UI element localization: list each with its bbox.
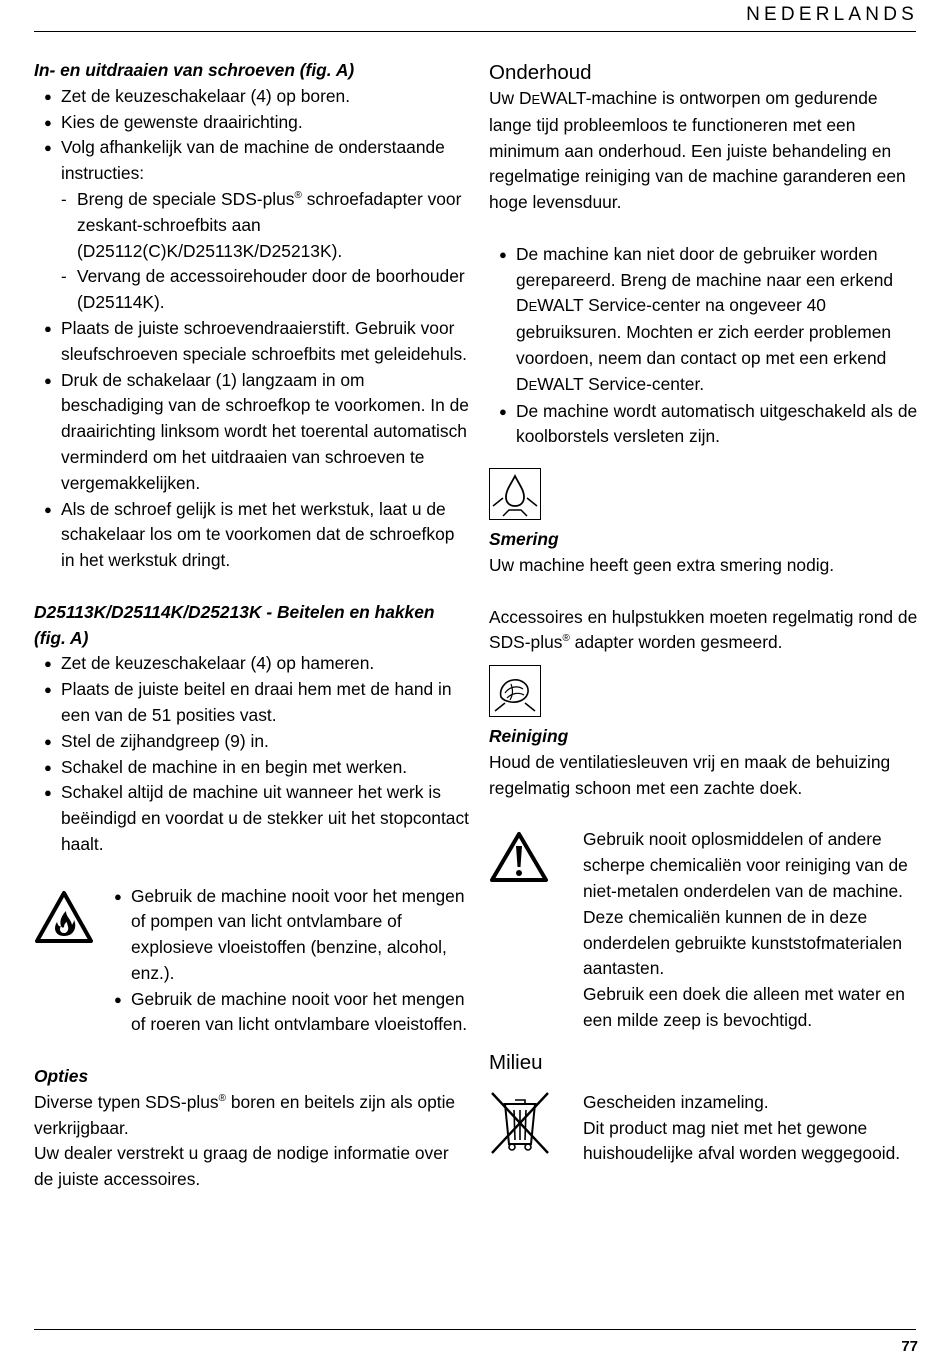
list-item: ● Als de schroef gelijk is met het werkstuk, laat u de schakelaar los om te voorkomen dat de schroefkop in het werkstuk dringt. <box>34 497 470 574</box>
page-number: 77 <box>901 1338 918 1355</box>
options-paragraph: Diverse typen SDS-plus® boren en beitels zijn als optie verkrijgbaar. <box>34 1091 456 1138</box>
chisel-steps-list <box>34 651 470 857</box>
section-title-maintenance: Onderhoud <box>489 61 592 84</box>
crossed-bin-icon <box>489 1090 583 1167</box>
lubrication-paragraph-1: Uw machine heeft geen extra smering nodig. <box>489 554 835 575</box>
section-title-cleaning: Reiniging <box>489 726 569 747</box>
cleaning-paragraph: Houd de ventilatiesleuven vrij en maak de behuizing regelmatig schoon met een zachte doek. <box>489 751 891 798</box>
lubrication-paragraph-2: Accessoires en hulpstukken moeten regelmatig rond de SDS-plus® adapter worden gesmeerd. <box>489 606 918 653</box>
list-item: ● Gebruik de machine nooit voor het mengen of roeren van licht ontvlambare vloeistoffen. <box>104 987 470 1039</box>
maintenance-list <box>489 242 921 450</box>
list-item: ● Plaats de juiste beitel en draai hem met de hand in een van de 51 posities vast. <box>34 677 470 729</box>
oil-drop-icon <box>489 468 541 520</box>
list-item: ● Gebruik de machine nooit voor het mengen of pompen van licht ontvlambare of explosieve vloeistoffen (benzine, alcohol, enz.). <box>104 884 470 987</box>
section-title-options: Opties <box>34 1066 89 1087</box>
warning-paragraph-1: Gebruik nooit oplosmiddelen of andere scherpe chemicaliën voor reiniging van de niet-metalen onderdelen van de machine. Deze chemicaliën kunnen de in deze onderdelen gebruikte kunststofmaterialen aantasten. <box>583 829 908 979</box>
list-item: ● Plaats de juiste schroevendraaierstift. Gebruik voor sleufschroeven speciale schroefbits met geleidehuls. <box>34 316 470 368</box>
flame-warning-icon <box>34 884 104 1039</box>
environment-paragraph-2: Dit product mag niet met het gewone huishoudelijke afval worden weggegooid. <box>583 1117 901 1164</box>
list-item: ● De machine kan niet door de gebruiker worden gerepareerd. Breng de machine naar een erkend DEWALT Service-center na ongeveer 40 gebruiksuren. Mochten er zich eerder problemen voordoen, neem dan contact op met een erkend DEWALT Service-center. <box>489 242 921 399</box>
list-item-dash: - Breng de speciale SDS-plus® schroefadapter voor zeskant-schroefbits aan (D25112(C)K/D25113K/D25213K). <box>34 187 470 264</box>
section-title-lubrication: Smering <box>489 529 559 550</box>
screw-steps-list <box>34 84 470 574</box>
list-item: ● Kies de gewenste draairichting. <box>34 110 470 136</box>
list-item: ● Zet de keuzeschakelaar (4) op boren. <box>34 84 470 110</box>
fire-warning-list <box>104 884 470 1039</box>
list-item: ● Zet de keuzeschakelaar (4) op hameren. <box>34 651 470 677</box>
list-item: ● Schakel altijd de machine uit wanneer het werk is beëindigd en voordat u de stekker uit het stopcontact haalt. <box>34 780 470 857</box>
list-item: ● Druk de schakelaar (1) langzaam in om beschadiging van de schroefkop te voorkomen. In de draairichting linksom wordt het toerental automatisch verminderd om het uitdraaien van schroeven te vergemakkelijken. <box>34 368 470 497</box>
list-item: ● Volg afhankelijk van de machine de onderstaande instructies: <box>34 135 470 187</box>
warning-paragraph-2: Gebruik een doek die alleen met water en een milde zeep is bevochtigd. <box>583 984 905 1030</box>
environment-paragraph-1: Gescheiden inzameling. <box>583 1091 769 1112</box>
fire-warning-block <box>34 884 470 1039</box>
environment-block <box>489 1090 921 1167</box>
right-column <box>489 58 921 1167</box>
list-item: ● Schakel de machine in en begin met werken. <box>34 755 470 781</box>
section-title-environment: Milieu <box>489 1050 543 1074</box>
list-item: ● Stel de zijhandgreep (9) in. <box>34 729 470 755</box>
dealer-paragraph: Uw dealer verstrekt u graag de nodige informatie over de juiste accessoires. <box>34 1143 449 1190</box>
section-title-screws: In- en uitdraaien van schroeven (fig. A) <box>34 60 355 80</box>
header-rule <box>34 31 916 32</box>
list-item-dash: - Vervang de accessoirehouder door de boorhouder (D25114K). <box>34 264 470 316</box>
list-item: ● De machine wordt automatisch uitgeschakeld als de koolborstels versleten zijn. <box>489 399 921 451</box>
language-label: NEDERLANDS <box>746 4 918 25</box>
footer-rule <box>34 1329 916 1330</box>
section-title-chiseling: D25113K/D25114K/D25213K - Beitelen en hakken (fig. A) <box>34 601 435 648</box>
maintenance-paragraph: Uw DEWALT-machine is ontworpen om gedurende lange tijd probleemloos te functioneren met een minimum aan onderhoud. Een juiste behandeling en regelmatige reiniging van de machine garanderen een hoge levensduur. <box>489 88 906 213</box>
chemical-warning-block <box>489 827 921 1033</box>
left-column <box>34 58 470 1193</box>
cleaning-cloth-icon <box>489 665 541 717</box>
warning-triangle-icon <box>489 827 583 1033</box>
